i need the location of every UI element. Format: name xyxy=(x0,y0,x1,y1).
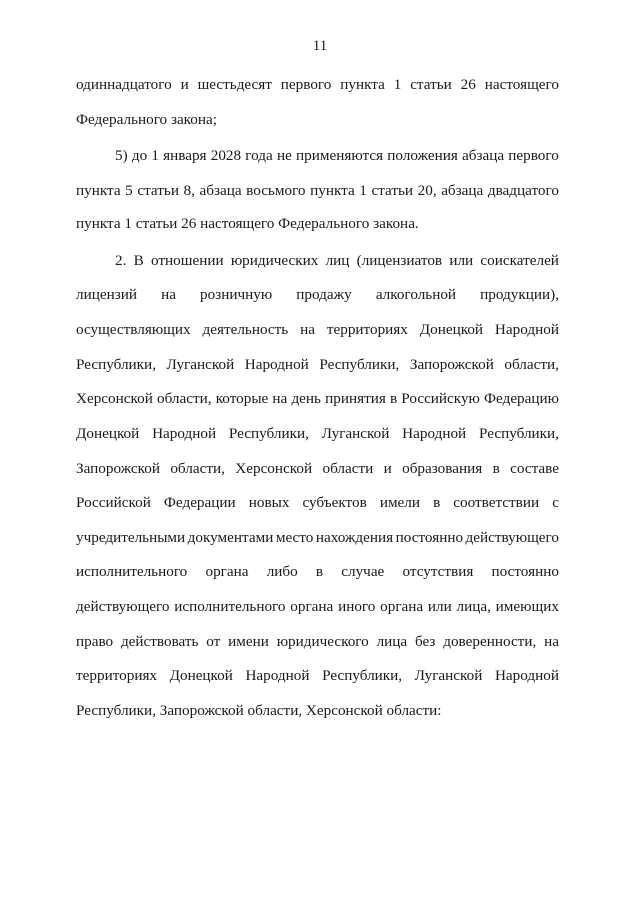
word: постоянно xyxy=(491,563,559,580)
word: Запорожской xyxy=(76,460,160,477)
word: случае xyxy=(341,563,385,580)
word: от xyxy=(206,633,221,650)
word: органа xyxy=(205,563,249,580)
word: соответствии xyxy=(453,494,540,511)
word: лица, xyxy=(456,598,491,615)
word: органа xyxy=(380,598,424,615)
word: отсутствия xyxy=(402,563,474,580)
word: продукции), xyxy=(480,286,559,303)
word: розничную xyxy=(200,286,273,303)
word: января xyxy=(163,147,207,164)
word: имели xyxy=(379,494,420,511)
word: 2028 xyxy=(210,147,242,164)
word: соискателей xyxy=(480,252,559,269)
word: 26 xyxy=(460,76,476,93)
word: не xyxy=(276,147,292,164)
text-line: пункта 1 статьи 26 настоящего Федерального закона. xyxy=(76,215,419,232)
word: Республики, xyxy=(322,667,403,684)
word: Луганской xyxy=(321,425,390,442)
word: учредительными xyxy=(76,529,186,546)
word: Республики, xyxy=(76,356,156,373)
word: абзаца xyxy=(199,182,242,199)
text-line xyxy=(76,597,559,617)
text-line xyxy=(76,424,559,444)
word: 20, xyxy=(417,182,437,199)
word: действующего xyxy=(465,529,559,546)
page-number: 11 xyxy=(312,38,328,54)
word: 8, xyxy=(183,182,195,199)
word: абзаца xyxy=(462,147,505,164)
word: года xyxy=(245,147,273,164)
word: восьмого xyxy=(246,182,306,199)
word: лицензий xyxy=(76,286,137,303)
word: 1 xyxy=(151,147,159,164)
word: пункта xyxy=(340,76,385,93)
word: отношении xyxy=(151,252,224,269)
word: Херсонской xyxy=(76,390,153,407)
word: продажу xyxy=(296,286,352,303)
word: статьи xyxy=(371,182,414,199)
word: Республики, xyxy=(478,425,559,442)
word: имени xyxy=(228,633,269,650)
word: иного xyxy=(338,598,376,615)
word: статьи xyxy=(137,182,179,199)
word: и xyxy=(383,460,392,477)
word: Федерации xyxy=(163,494,236,511)
word: В xyxy=(133,252,144,269)
word: составе xyxy=(510,460,559,477)
word: на xyxy=(272,390,288,407)
text-line xyxy=(76,320,559,340)
word: место xyxy=(275,529,314,546)
word: действующего xyxy=(76,598,170,615)
word: 1 xyxy=(393,76,402,93)
text-line xyxy=(115,251,559,271)
word: с xyxy=(552,494,559,511)
word: нахождения xyxy=(315,529,394,546)
word: принятия xyxy=(325,390,386,407)
word: на xyxy=(300,321,315,338)
word: деятельность xyxy=(202,321,289,338)
text-line xyxy=(76,75,559,95)
word: 1 xyxy=(359,182,367,199)
text-line xyxy=(76,389,559,409)
word: доверенности, xyxy=(443,633,537,650)
word: Российскую xyxy=(401,390,480,407)
text-line: Федерального закона; xyxy=(76,111,217,128)
word: до xyxy=(131,147,148,164)
word: юридического xyxy=(276,633,369,650)
word: области xyxy=(322,460,374,477)
word: или xyxy=(427,598,452,615)
word: документами xyxy=(187,529,274,546)
word: Донецкой xyxy=(169,667,233,684)
word: абзаца xyxy=(441,182,484,199)
word: применяются xyxy=(296,147,384,164)
word: имеющих xyxy=(495,598,559,615)
word: области, xyxy=(156,390,212,407)
word: день xyxy=(291,390,321,407)
text-line xyxy=(76,666,559,686)
text-line xyxy=(76,355,559,375)
text-line xyxy=(76,632,559,652)
word: или xyxy=(449,252,474,269)
word: шестьдесят xyxy=(197,76,272,93)
word: Луганской xyxy=(414,667,483,684)
word: исполнительного xyxy=(174,598,286,615)
word: в xyxy=(492,460,500,477)
word: Донецкой xyxy=(419,321,484,338)
word: в xyxy=(433,494,441,511)
word: и xyxy=(180,76,189,93)
word: Федерацию xyxy=(484,390,559,407)
word: двадцатого xyxy=(487,182,559,199)
word: одиннадцатого xyxy=(76,76,172,93)
word: Луганской xyxy=(166,356,235,373)
word: исполнительного xyxy=(76,563,188,580)
word: Российской xyxy=(76,494,151,511)
word: пункта xyxy=(310,182,355,199)
word: субъектов xyxy=(302,494,367,511)
word: осуществляющих xyxy=(76,321,191,338)
text-line xyxy=(76,493,559,513)
word: Запорожской xyxy=(409,356,494,373)
word: либо xyxy=(266,563,298,580)
word: положения xyxy=(387,147,458,164)
word: Народной xyxy=(494,667,559,684)
word: территориях xyxy=(326,321,408,338)
word: Народной xyxy=(245,667,310,684)
word: 5 xyxy=(125,182,133,199)
word: Донецкой xyxy=(76,425,140,442)
word: постоянно xyxy=(395,529,464,546)
word: области, xyxy=(504,356,559,373)
word: без xyxy=(414,633,436,650)
word: Народной xyxy=(152,425,217,442)
word: Народной xyxy=(494,321,559,338)
word: первого xyxy=(280,76,332,93)
word: Херсонской xyxy=(235,460,313,477)
word: в xyxy=(389,390,398,407)
text-line xyxy=(76,459,559,479)
word: лиц xyxy=(325,252,350,269)
word: пункта xyxy=(76,182,121,199)
word: Народной xyxy=(244,356,309,373)
word: области, xyxy=(170,460,225,477)
word: в xyxy=(315,563,324,580)
word: на xyxy=(161,286,176,303)
text-line xyxy=(76,528,559,548)
word: первого xyxy=(508,147,559,164)
text-line xyxy=(76,562,559,582)
word: юридических xyxy=(230,252,319,269)
text-line xyxy=(115,146,559,166)
word: Народной xyxy=(402,425,467,442)
word: статьи xyxy=(410,76,452,93)
word: право xyxy=(76,633,114,650)
word: 2. xyxy=(115,252,127,269)
text-line xyxy=(76,181,559,201)
word: территориях xyxy=(76,667,158,684)
word: 5) xyxy=(115,147,128,164)
word: Республики, xyxy=(319,356,400,373)
word: новых xyxy=(248,494,290,511)
word: органа xyxy=(290,598,334,615)
word: которые xyxy=(215,390,269,407)
word: (лицензиатов xyxy=(356,252,443,269)
word: образования xyxy=(402,460,483,477)
word: на xyxy=(544,633,559,650)
word: лица xyxy=(376,633,408,650)
word: Республики, xyxy=(228,425,309,442)
text-line xyxy=(76,285,559,305)
word: действовать xyxy=(120,633,199,650)
word: алкогольной xyxy=(375,286,457,303)
text-line: Республики, Запорожской области, Херсонской области: xyxy=(76,702,442,719)
word: настоящего xyxy=(484,76,559,93)
